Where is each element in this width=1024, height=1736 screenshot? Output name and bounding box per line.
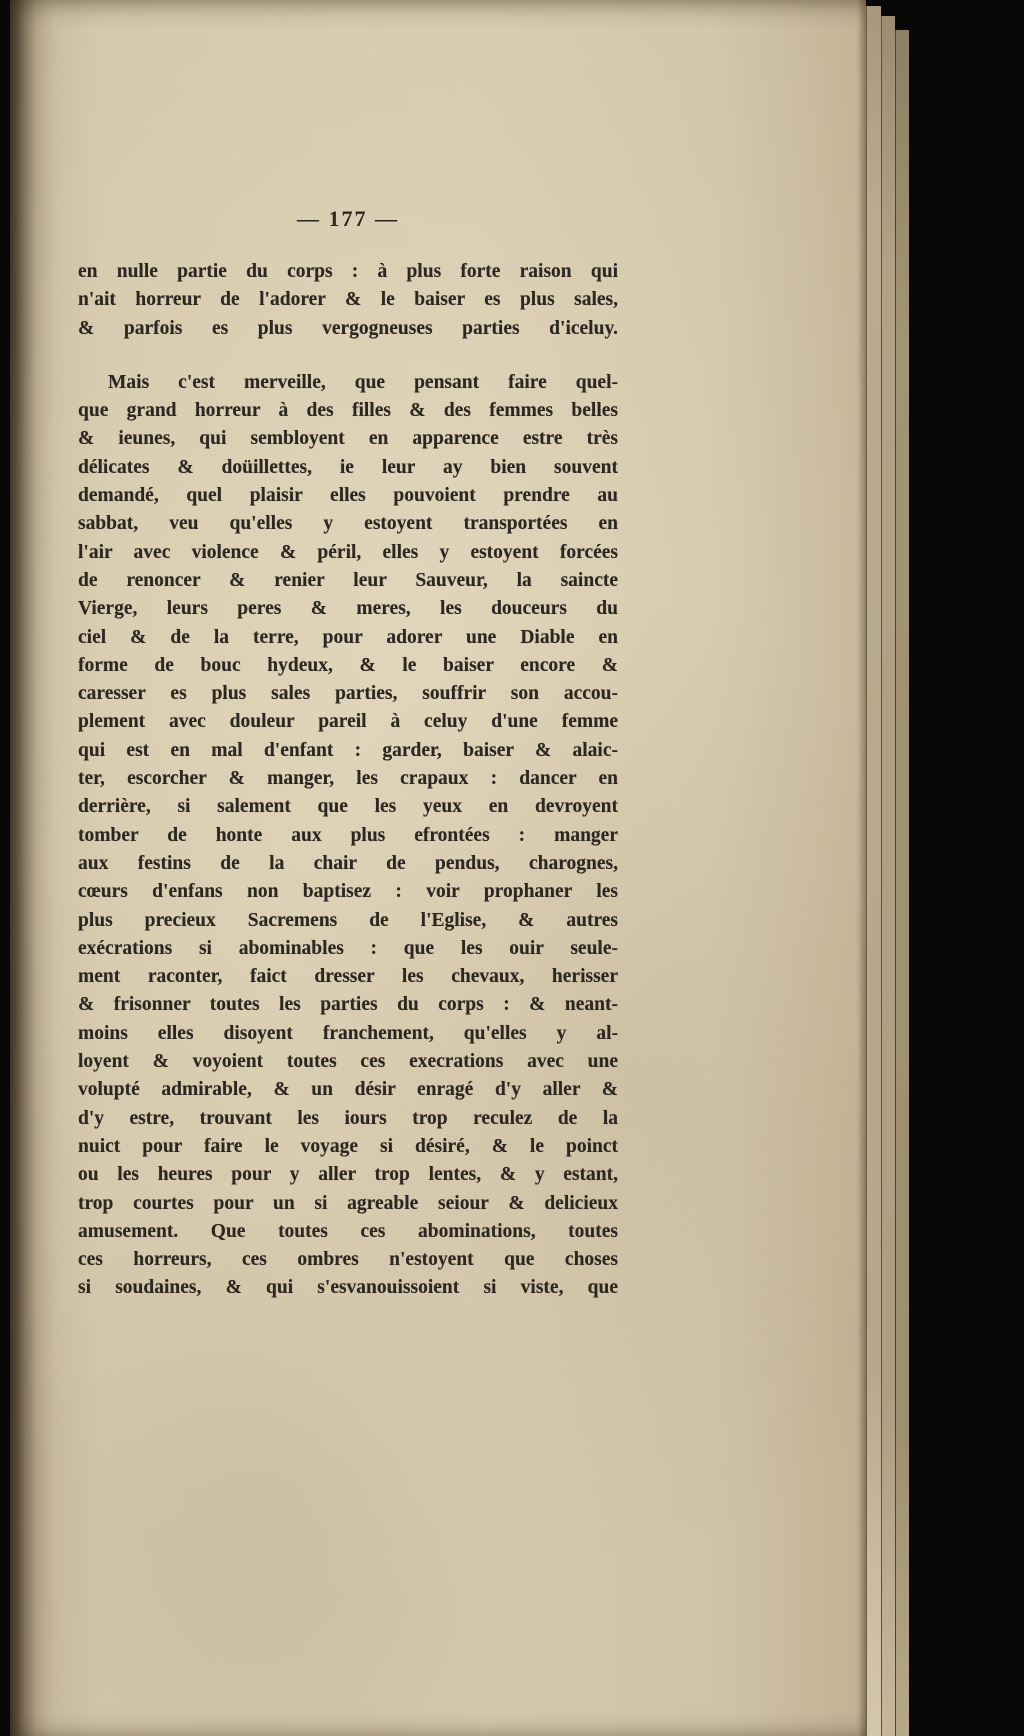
text-line: ciel & de la terre, pour adorer une Diable en (78, 626, 618, 648)
paragraph (78, 369, 618, 1303)
page-edge (881, 16, 895, 1736)
text-line: plement avec douleur pareil à celuy d'une femme (78, 711, 618, 733)
text-line: Vierge, leurs peres & meres, les douceurs du (78, 598, 618, 620)
text-line: trop courtes pour un si agreable seiour & delicieux (78, 1192, 618, 1214)
text-line: d'y estre, trouvant les iours trop reculez de la (78, 1107, 618, 1129)
text-line: Mais c'est merveille, que pensant faire quel- (108, 371, 618, 393)
text-line: loyent & voyoient toutes ces execrations avec une (78, 1051, 618, 1073)
text-line: demandé, quel plaisir elles pouvoient prendre au (78, 485, 618, 507)
page-edges (866, 0, 908, 1736)
text-line: que grand horreur à des filles & des femmes belles (78, 400, 618, 422)
text-line: & parfois es plus vergogneuses parties d'iceluy. (78, 317, 618, 339)
text-line: ou les heures pour y aller trop lentes, & y estant, (78, 1164, 618, 1186)
text-line: ter, escorcher & manger, les crapaux : dancer en (78, 768, 618, 790)
text-line: sabbat, veu qu'elles y estoyent transportées en (78, 513, 618, 535)
text-line: amusement. Que toutes ces abominations, toutes (78, 1220, 618, 1242)
text-line: de renoncer & renier leur Sauveur, la saincte (78, 569, 618, 591)
page-edge (895, 30, 909, 1736)
text-line: volupté admirable, & un désir enragé d'y aller & (78, 1079, 618, 1101)
page-text (78, 258, 618, 1303)
book-binding (10, 0, 36, 1736)
text-line: & frisonner toutes les parties du corps : & neant- (78, 994, 618, 1016)
text-line: plus precieux Sacremens de l'Eglise, & autres (78, 909, 618, 931)
text-line: derrière, si salement que les yeux en devroyent (78, 796, 618, 818)
text-line: moins elles disoyent franchement, qu'elles y al- (78, 1022, 618, 1044)
text-line: ment raconter, faict dresser les chevaux, herisser (78, 966, 618, 988)
text-line: & ieunes, qui sembloyent en apparence estre très (78, 428, 618, 450)
text-line: forme de bouc hydeux, & le baiser encore & (78, 654, 618, 676)
text-line: cœurs d'enfans non baptisez : voir prophaner les (78, 881, 618, 903)
text-line: n'ait horreur de l'adorer & le baiser es plus sales, (78, 289, 618, 311)
text-line: si soudaines, & qui s'esvanouissoient si viste, que (78, 1277, 618, 1299)
text-line: l'air avec violence & péril, elles y estoyent forcées (78, 541, 618, 563)
text-line: ces horreurs, ces ombres n'estoyent que choses (78, 1249, 618, 1271)
text-line: délicates & doüillettes, ie leur ay bien souvent (78, 456, 618, 478)
text-line: en nulle partie du corps : à plus forte raison qui (78, 261, 618, 282)
text-line: caresser es plus sales parties, souffrir son accou- (78, 683, 618, 705)
text-line: exécrations si abominables : que les ouir seule- (78, 937, 618, 959)
text-line: tomber de honte aux plus efrontées : manger (78, 824, 618, 846)
book-page (10, 0, 866, 1736)
text-line: aux festins de la chair de pendus, charognes, (78, 852, 618, 874)
page-edge (866, 6, 881, 1736)
text-line: qui est en mal d'enfant : garder, baiser & alaic- (78, 739, 618, 761)
text-line: nuict pour faire le voyage si désiré, & le poinct (78, 1135, 618, 1157)
paragraph (78, 258, 618, 343)
page-number: — 177 — (297, 206, 399, 231)
